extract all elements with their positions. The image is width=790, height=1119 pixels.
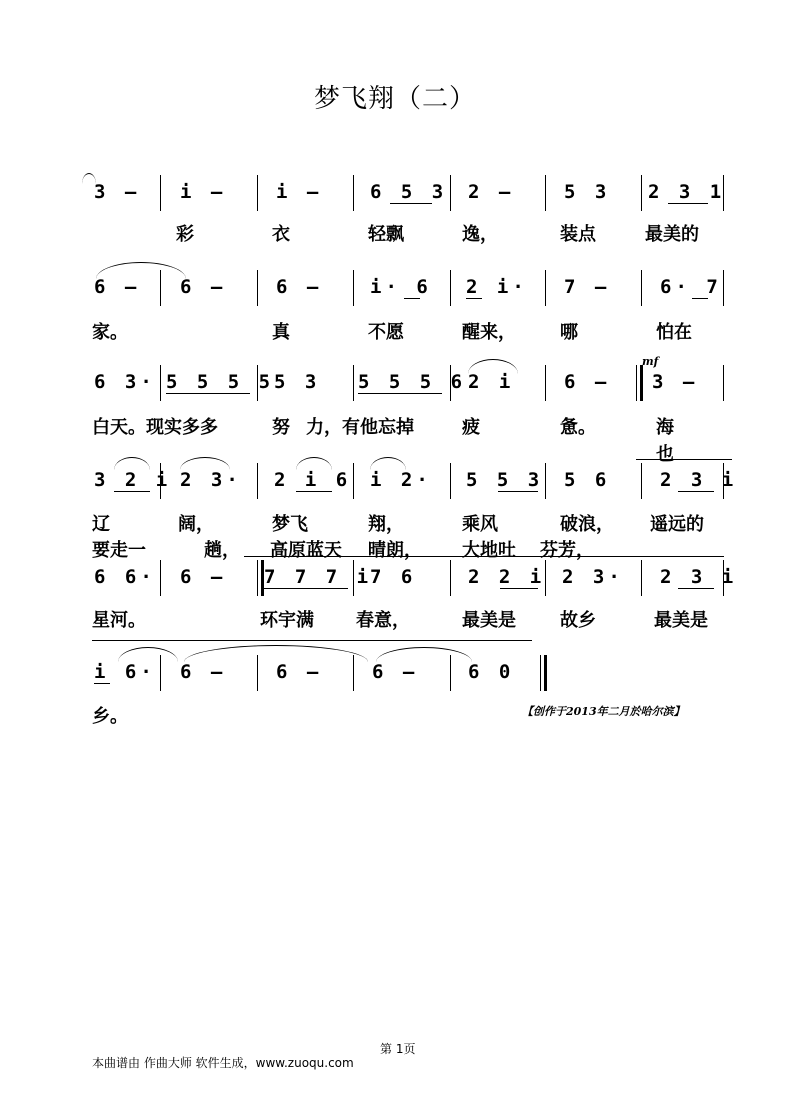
lyric: 春意，	[356, 610, 410, 631]
measure: 6 5 3	[370, 181, 448, 203]
measure: 7 –	[564, 276, 611, 298]
measure: 6 3·	[94, 371, 156, 393]
beam-line	[466, 298, 482, 299]
bar-line	[353, 175, 354, 211]
measure: 5 3	[564, 181, 611, 203]
bar-line	[723, 175, 724, 211]
bar-line	[160, 175, 161, 211]
lyric: 轻飘	[368, 224, 404, 245]
song-title: 梦飞翔（二）	[313, 84, 476, 114]
measure: 3 –	[652, 371, 699, 393]
bar-line	[450, 655, 451, 691]
bar-line	[723, 365, 724, 401]
lyric: 要走一	[92, 540, 146, 561]
bar-line	[257, 175, 258, 211]
bar-line	[545, 175, 546, 211]
lyric: 不愿	[368, 322, 404, 343]
measure: 3 –	[94, 181, 141, 203]
lyric: 大地吐	[462, 540, 516, 561]
bar-line	[450, 175, 451, 211]
measure: 6 –	[372, 661, 419, 683]
measure: 6 0	[468, 661, 515, 683]
lyric: 芬芳，	[540, 540, 594, 561]
bar-line	[160, 560, 161, 596]
lyric: 白天。现实多多	[92, 417, 218, 438]
bar-line	[450, 270, 451, 306]
beam-line	[668, 203, 708, 204]
beam-line	[500, 588, 538, 589]
measure: 2 3 i	[660, 469, 738, 491]
lyric: 梦飞	[272, 514, 308, 535]
lyric: 海	[656, 417, 674, 438]
lyric: 怕在	[656, 322, 692, 343]
slur-mark	[376, 647, 472, 662]
volta-line	[244, 556, 724, 557]
lyric: 装点	[560, 224, 596, 245]
measure: 6 –	[180, 566, 227, 588]
lyric: 星河。	[92, 610, 146, 631]
lyric: 最美是	[462, 610, 516, 631]
lyric: 最美是	[654, 610, 708, 631]
bar-line	[160, 270, 161, 306]
bar-line	[545, 365, 546, 401]
bar-line	[723, 463, 724, 499]
measure: 6 –	[180, 276, 227, 298]
page-number: 第 1页	[380, 1042, 416, 1056]
measure: 2 2 i	[468, 566, 546, 588]
bar-line	[641, 270, 642, 306]
slur-mark	[118, 647, 178, 662]
bar-line	[353, 560, 354, 596]
bar-line	[641, 463, 642, 499]
measure: 2 i·	[466, 276, 528, 298]
bar-line	[450, 463, 451, 499]
lyric: 衣	[272, 224, 290, 245]
lyric: 破浪，	[560, 514, 614, 535]
lyric: 环宇满	[260, 610, 314, 631]
lyric: 疲	[462, 417, 480, 438]
lyric: 阔，	[178, 514, 214, 535]
repeat-bar	[257, 560, 258, 596]
bar-line	[160, 463, 161, 499]
bar-line	[641, 175, 642, 211]
lyric: 遥远的	[650, 514, 704, 535]
measure: 6 –	[564, 371, 611, 393]
lyric: 故乡	[560, 610, 596, 631]
measure: 5 5 5 6	[358, 371, 467, 393]
lyric: 努	[272, 417, 290, 438]
beam-line	[498, 491, 538, 492]
bar-line	[257, 463, 258, 499]
bar-line	[257, 655, 258, 691]
lyric: 乡。	[92, 706, 128, 727]
measure: 6 –	[180, 661, 227, 683]
measure: i 6·	[94, 661, 156, 683]
measure: 6 6·	[94, 566, 156, 588]
measure: 7 6	[370, 566, 417, 588]
bar-line	[450, 365, 451, 401]
lyric: 彩	[176, 224, 194, 245]
measure: i 2·	[370, 469, 432, 491]
lyric: 哪	[560, 322, 578, 343]
lyric: 乘风	[462, 514, 498, 535]
beam-line	[114, 491, 150, 492]
measure: 6 –	[276, 276, 323, 298]
lyric: 辽	[92, 514, 110, 535]
lyric: 醒来，	[462, 322, 516, 343]
bar-line	[545, 463, 546, 499]
lyric: 逸，	[462, 224, 498, 245]
measure: 5 5 3	[466, 469, 544, 491]
bar-line	[641, 560, 642, 596]
beam-line	[692, 298, 708, 299]
bar-line	[545, 560, 546, 596]
beam-line	[264, 588, 348, 589]
measure: 2 3 i	[660, 566, 738, 588]
bar-line	[353, 655, 354, 691]
dynamic-mark: mf	[642, 355, 659, 368]
measure: 7 7 7 i	[264, 566, 373, 588]
measure: i· 6	[370, 276, 432, 298]
measure: 6 –	[276, 661, 323, 683]
measure: 2 3·	[562, 566, 624, 588]
beam-line	[678, 588, 714, 589]
lyric: 趟，	[204, 540, 240, 561]
measure: 3 2 i	[94, 469, 172, 491]
lyric: 最美的	[645, 224, 699, 245]
lyric: 翔，	[368, 514, 404, 535]
bar-line	[545, 270, 546, 306]
final-bar	[540, 655, 541, 691]
bar-line	[160, 365, 161, 401]
bar-line	[353, 270, 354, 306]
generator-note: 本曲谱由 作曲大师 软件生成，www.zuoqu.com	[92, 1056, 354, 1070]
measure: 5 6	[564, 469, 611, 491]
measure: 2 3·	[180, 469, 242, 491]
lyric: 高原蓝天	[270, 540, 342, 561]
lyric: 家。	[92, 322, 128, 343]
beam-line	[678, 491, 714, 492]
measure: 2 i	[468, 371, 515, 393]
volta-line	[92, 640, 532, 641]
lyric: 晴朗，	[368, 540, 422, 561]
beam-line	[94, 683, 110, 684]
measure: 2 i 6	[274, 469, 352, 491]
bar-line	[450, 560, 451, 596]
measure: 5 5 5 5	[166, 371, 275, 393]
beam-line	[296, 491, 332, 492]
bar-line	[353, 463, 354, 499]
lyric: 力，有他忘掉	[306, 417, 414, 438]
volta-line	[636, 459, 732, 460]
bar-line	[257, 270, 258, 306]
lyric: 也	[656, 444, 674, 465]
measure: 2 –	[468, 181, 515, 203]
measure: i –	[180, 181, 227, 203]
measure: 5 3	[274, 371, 321, 393]
bar-line	[353, 365, 354, 401]
bar-line	[723, 270, 724, 306]
measure: 6· 7	[660, 276, 722, 298]
slur-mark	[184, 645, 368, 662]
beam-line	[166, 393, 250, 394]
measure: 2 3 1	[648, 181, 726, 203]
bar-line	[160, 655, 161, 691]
bar-line	[257, 365, 258, 401]
beam-line	[404, 298, 420, 299]
lyric: 真	[272, 322, 290, 343]
beam-line	[390, 203, 432, 204]
lyric: 惫。	[560, 417, 596, 438]
measure: 6 –	[94, 276, 141, 298]
beam-line	[358, 393, 442, 394]
repeat-bar	[636, 365, 637, 401]
bar-line	[723, 560, 724, 596]
measure: i –	[276, 181, 323, 203]
composition-credit: 【创作于2013年二月於哈尔滨】	[522, 705, 685, 718]
